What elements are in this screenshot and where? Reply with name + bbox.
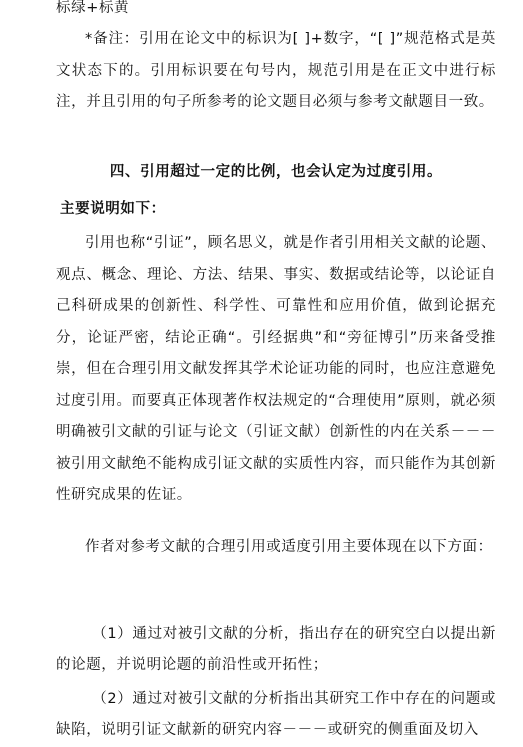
note-paragraph: *备注：引用在论文中的标识为[ ]+数字，“[ ]”规范格式是英文状态下的。引用标识要在句号内，规范引用是在正文中进行标注，并且引用的句子所参考的论文题目必须与参考文献题目一致。 bbox=[56, 31, 496, 110]
highlight-note: 标绿+标黄 bbox=[56, 0, 130, 16]
main-description-label: 主要说明如下： bbox=[60, 201, 166, 217]
list-item-2: （2）通过对被引文献的分析指出其研究工作中存在的问题或缺陷，说明引证文献新的研究内容－－－或研究的侧重面及切入 bbox=[56, 690, 496, 738]
body-paragraph-2: 作者对参考文献的合理引用或适度引用主要体现在以下方面： bbox=[85, 539, 493, 555]
section-title: 四、引用超过一定的比例，也会认定为过度引用。 bbox=[109, 164, 443, 180]
body-paragraph-1: 引用也称“引证”，顾名思义，就是作者引用相关文献的论题、观点、概念、理论、方法、结果、事实、数据或结论等，以论证自己科研成果的创新性、科学性、可靠性和应用价值，做到论据充分，论证严密，结论正确“。引经据典”和“旁征博引”历来备受推崇，但在合理引用文献发挥其学术论证功能的同时，也应注意避免过度引用。而要真正体现著作权法规定的“合理使用”原则，就必须明确被引文献的引证与论文（引证文献）创新性的内在关系－－－被引用文献绝不能构成引证文献的实质性内容，而只能作为其创新性研究成果的佐证。 bbox=[56, 235, 496, 503]
list-item-1: （1）通过对被引文献的分析，指出存在的研究空白以提出新的论题，并说明论题的前沿性或开拓性； bbox=[56, 625, 496, 673]
